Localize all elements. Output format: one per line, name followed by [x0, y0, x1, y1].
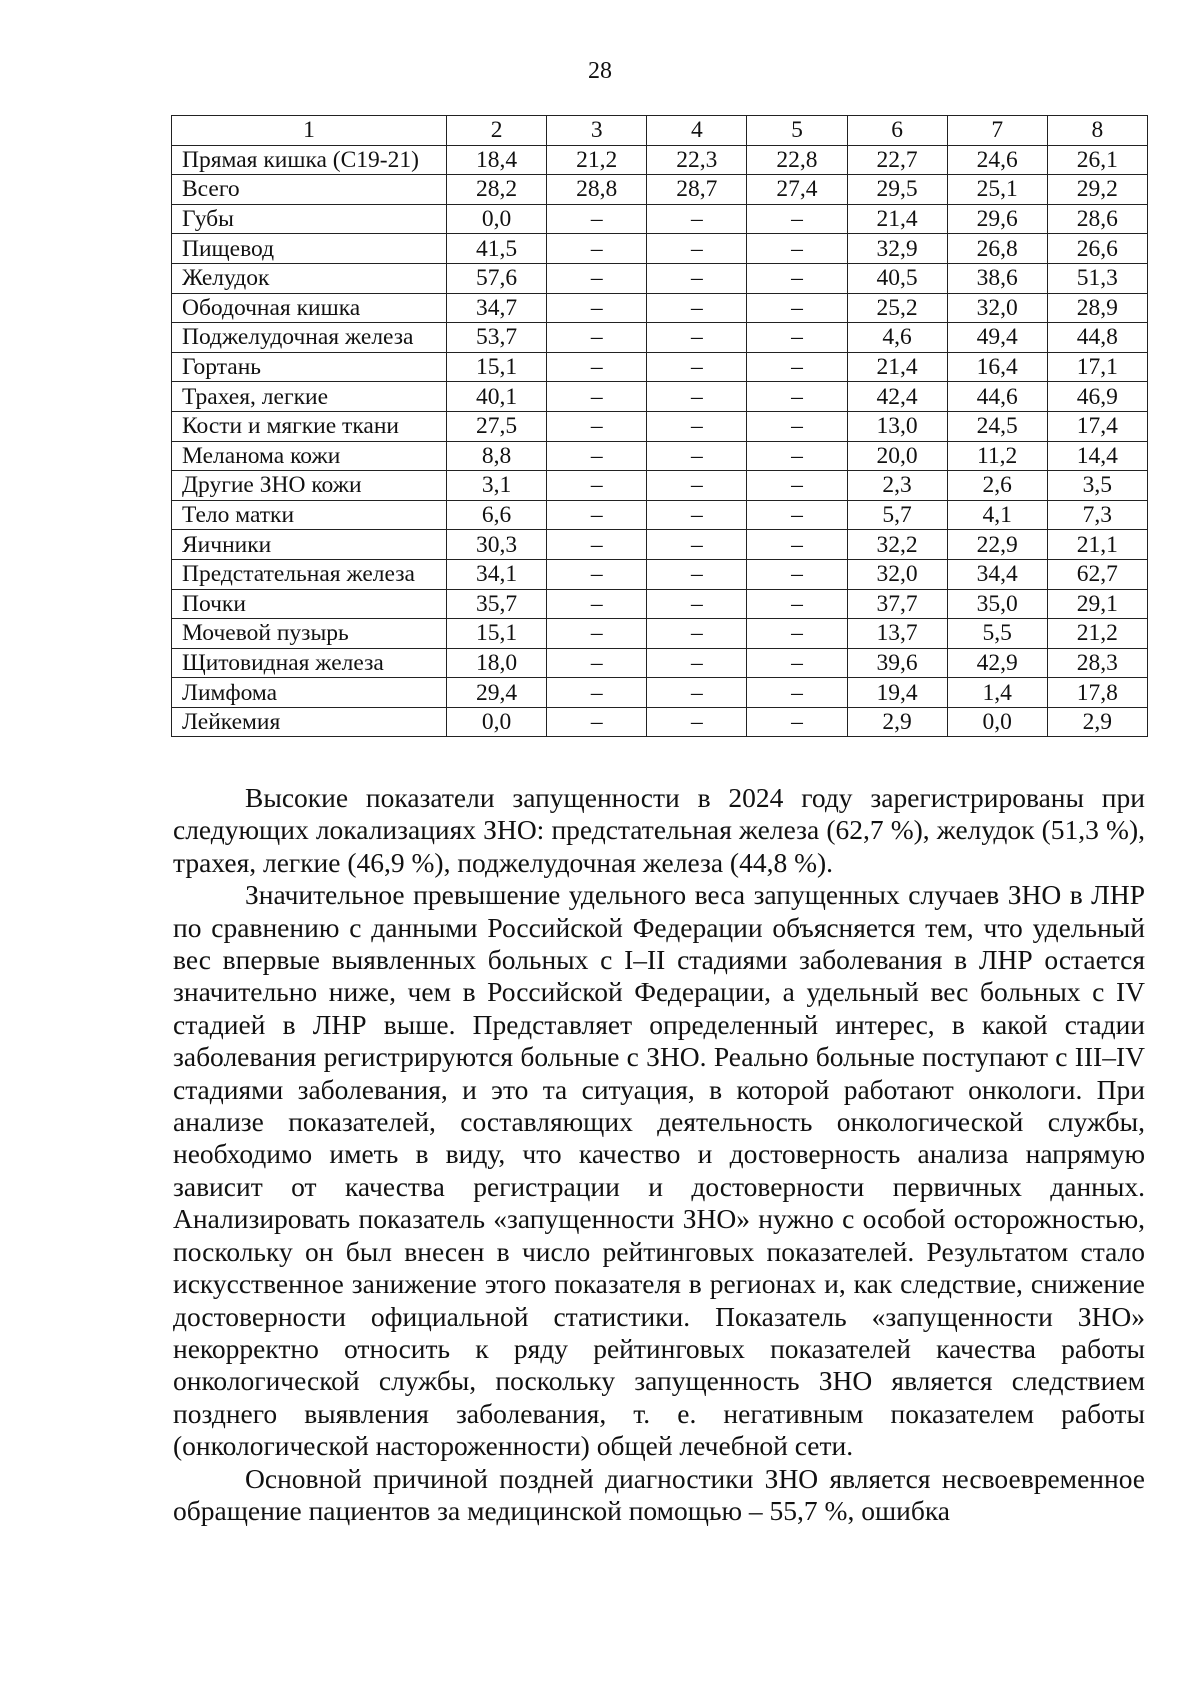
value-cell: 21,4	[847, 204, 947, 234]
value-cell: 26,1	[1047, 145, 1147, 175]
value-cell: 26,8	[947, 234, 1047, 264]
value-cell: 28,2	[447, 175, 547, 205]
value-cell: 39,6	[847, 648, 947, 678]
value-cell: –	[647, 293, 747, 323]
value-cell: –	[747, 234, 847, 264]
value-cell: –	[647, 323, 747, 353]
value-cell: –	[647, 530, 747, 560]
value-cell: 0,0	[447, 707, 547, 737]
row-label-cell: Мочевой пузырь	[172, 619, 447, 649]
value-cell: –	[747, 293, 847, 323]
value-cell: –	[647, 234, 747, 264]
value-cell: 29,6	[947, 204, 1047, 234]
value-cell: –	[547, 559, 647, 589]
paragraph-high-rates: Высокие показатели запущенности в 2024 году зарегистрированы при следующих локализациях ЗНО: предстательная железа (62,7 %), желудок (51,3 %), трахея, легкие (46,9 %), поджелудочная железа (44,8 %).	[173, 782, 1145, 878]
value-cell: 28,9	[1047, 293, 1147, 323]
value-cell: –	[747, 323, 847, 353]
value-cell: 21,1	[1047, 530, 1147, 560]
value-cell: 0,0	[447, 204, 547, 234]
header-cell: 1	[172, 116, 447, 146]
row-label-cell: Кости и мягкие ткани	[172, 411, 447, 441]
row-label-cell: Трахея, легкие	[172, 382, 447, 412]
value-cell: 2,9	[847, 707, 947, 737]
value-cell: 28,6	[1047, 204, 1147, 234]
body-text	[173, 782, 1145, 1527]
value-cell: –	[547, 648, 647, 678]
value-cell: 32,2	[847, 530, 947, 560]
value-cell: –	[747, 471, 847, 501]
value-cell: 32,9	[847, 234, 947, 264]
page-number: 28	[588, 58, 612, 84]
value-cell: –	[747, 500, 847, 530]
table-row	[172, 411, 1148, 441]
value-cell: –	[747, 411, 847, 441]
value-cell: 29,5	[847, 175, 947, 205]
value-cell: 5,7	[847, 500, 947, 530]
value-cell: 18,4	[447, 145, 547, 175]
paragraph-main-cause: Основной причиной поздней диагностики ЗНО является несвоевременное обращение пациентов за медицинской помощью – 55,7 %, ошибка	[173, 1462, 1145, 1526]
value-cell: –	[747, 441, 847, 471]
row-label-cell: Лимфома	[172, 678, 447, 708]
value-cell: 51,3	[1047, 263, 1147, 293]
row-label-cell: Щитовидная железа	[172, 648, 447, 678]
value-cell: –	[547, 204, 647, 234]
row-label-cell: Поджелудочная железа	[172, 323, 447, 353]
row-label-cell: Гортань	[172, 352, 447, 382]
header-cell: 5	[747, 116, 847, 146]
value-cell: 21,2	[1047, 619, 1147, 649]
table-row	[172, 678, 1148, 708]
value-cell: 17,8	[1047, 678, 1147, 708]
row-label-cell: Желудок	[172, 263, 447, 293]
row-label-cell: Предстательная железа	[172, 559, 447, 589]
value-cell: –	[647, 707, 747, 737]
value-cell: –	[647, 678, 747, 708]
value-cell: 28,8	[547, 175, 647, 205]
row-label-cell: Меланома кожи	[172, 441, 447, 471]
table-row	[172, 559, 1148, 589]
value-cell: 21,4	[847, 352, 947, 382]
value-cell: 11,2	[947, 441, 1047, 471]
value-cell: 2,6	[947, 471, 1047, 501]
value-cell: –	[547, 411, 647, 441]
value-cell: 22,3	[647, 145, 747, 175]
value-cell: 20,0	[847, 441, 947, 471]
header-cell: 8	[1047, 116, 1147, 146]
value-cell: 6,6	[447, 500, 547, 530]
table-row	[172, 382, 1148, 412]
value-cell: 24,6	[947, 145, 1047, 175]
table-row	[172, 619, 1148, 649]
value-cell: –	[547, 441, 647, 471]
value-cell: 0,0	[947, 707, 1047, 737]
value-cell: –	[547, 500, 647, 530]
value-cell: 22,8	[747, 145, 847, 175]
value-cell: –	[547, 471, 647, 501]
header-cell: 3	[547, 116, 647, 146]
value-cell: 17,4	[1047, 411, 1147, 441]
value-cell: 46,9	[1047, 382, 1147, 412]
header-cell: 6	[847, 116, 947, 146]
value-cell: 2,9	[1047, 707, 1147, 737]
row-label-cell: Яичники	[172, 530, 447, 560]
value-cell: –	[747, 382, 847, 412]
value-cell: 30,3	[447, 530, 547, 560]
table-row	[172, 707, 1148, 737]
value-cell: 27,5	[447, 411, 547, 441]
value-cell: 29,2	[1047, 175, 1147, 205]
value-cell: 14,4	[1047, 441, 1147, 471]
value-cell: 34,7	[447, 293, 547, 323]
value-cell: 32,0	[947, 293, 1047, 323]
value-cell: 53,7	[447, 323, 547, 353]
value-cell: 49,4	[947, 323, 1047, 353]
value-cell: 34,4	[947, 559, 1047, 589]
table-row	[172, 530, 1148, 560]
value-cell: –	[547, 352, 647, 382]
value-cell: 7,3	[1047, 500, 1147, 530]
value-cell: –	[547, 234, 647, 264]
data-table	[171, 115, 1148, 737]
value-cell: –	[647, 204, 747, 234]
value-cell: 57,6	[447, 263, 547, 293]
value-cell: 35,7	[447, 589, 547, 619]
value-cell: –	[647, 559, 747, 589]
value-cell: 26,6	[1047, 234, 1147, 264]
value-cell: –	[747, 678, 847, 708]
table-body	[172, 116, 1148, 737]
value-cell: 62,7	[1047, 559, 1147, 589]
value-cell: –	[547, 382, 647, 412]
value-cell: –	[547, 678, 647, 708]
row-label-cell: Другие ЗНО кожи	[172, 471, 447, 501]
value-cell: 3,1	[447, 471, 547, 501]
table-row	[172, 204, 1148, 234]
value-cell: 44,8	[1047, 323, 1147, 353]
value-cell: 19,4	[847, 678, 947, 708]
value-cell: –	[647, 500, 747, 530]
value-cell: 4,1	[947, 500, 1047, 530]
value-cell: 28,3	[1047, 648, 1147, 678]
value-cell: 37,7	[847, 589, 947, 619]
value-cell: 42,4	[847, 382, 947, 412]
value-cell: 16,4	[947, 352, 1047, 382]
table-row	[172, 648, 1148, 678]
row-label-cell: Губы	[172, 204, 447, 234]
value-cell: –	[647, 382, 747, 412]
table-row	[172, 234, 1148, 264]
table-row	[172, 589, 1148, 619]
value-cell: 22,9	[947, 530, 1047, 560]
value-cell: –	[747, 352, 847, 382]
value-cell: –	[747, 707, 847, 737]
table-row	[172, 441, 1148, 471]
table-row	[172, 471, 1148, 501]
value-cell: 18,0	[447, 648, 547, 678]
value-cell: –	[547, 589, 647, 619]
value-cell: 44,6	[947, 382, 1047, 412]
value-cell: 41,5	[447, 234, 547, 264]
value-cell: 25,2	[847, 293, 947, 323]
value-cell: –	[647, 648, 747, 678]
value-cell: –	[547, 619, 647, 649]
value-cell: 29,1	[1047, 589, 1147, 619]
value-cell: 38,6	[947, 263, 1047, 293]
value-cell: 13,7	[847, 619, 947, 649]
value-cell: 22,7	[847, 145, 947, 175]
value-cell: –	[647, 471, 747, 501]
value-cell: –	[547, 707, 647, 737]
value-cell: –	[647, 619, 747, 649]
value-cell: 17,1	[1047, 352, 1147, 382]
value-cell: 21,2	[547, 145, 647, 175]
header-cell: 4	[647, 116, 747, 146]
value-cell: –	[547, 530, 647, 560]
value-cell: 4,6	[847, 323, 947, 353]
row-label-cell: Тело матки	[172, 500, 447, 530]
value-cell: 15,1	[447, 619, 547, 649]
row-label-cell: Почки	[172, 589, 447, 619]
value-cell: –	[647, 411, 747, 441]
value-cell: –	[647, 441, 747, 471]
value-cell: –	[747, 559, 847, 589]
value-cell: 2,3	[847, 471, 947, 501]
table-row	[172, 323, 1148, 353]
row-label-cell: Лейкемия	[172, 707, 447, 737]
value-cell: 27,4	[747, 175, 847, 205]
value-cell: –	[547, 263, 647, 293]
row-label-cell: Прямая кишка (С19-21)	[172, 145, 447, 175]
table-row	[172, 145, 1148, 175]
row-label-cell: Всего	[172, 175, 447, 205]
value-cell: 32,0	[847, 559, 947, 589]
header-cell: 2	[447, 116, 547, 146]
value-cell: 5,5	[947, 619, 1047, 649]
value-cell: 13,0	[847, 411, 947, 441]
value-cell: –	[747, 204, 847, 234]
value-cell: 1,4	[947, 678, 1047, 708]
value-cell: –	[547, 293, 647, 323]
table-row	[172, 352, 1148, 382]
paragraph-explanation: Значительное превышение удельного веса запущенных случаев ЗНО в ЛНР по сравнению с данными Российской Федерации объясняется тем, что удельный вес впервые выявленных больных с I–II стадиями заболевания в ЛНР остается значительно ниже, чем в Российской Федерации, а удельный вес больных с IV стадией в ЛНР выше. Представляет определенный интерес, в какой стадии заболевания регистрируются больные с ЗНО. Реально больные поступают с III–IV стадиями заболевания, и это та ситуация, в которой работают онкологи. При анализе показателей, составляющих деятельность онкологической службы, необходимо иметь в виду, что качество и достоверность анализа напрямую зависит от качества регистрации и достоверности первичных данных. Анализировать показатель «запущенности ЗНО» нужно с особой осторожностью, поскольку он был внесен в число рейтинговых показателей. Результатом стало искусственное занижение этого показателя в регионах и, как следствие, снижение достоверности официальной статистики. Показатель «запущенности ЗНО» некорректно относить к ряду рейтинговых показателей качества работы онкологической службы, поскольку запущенность ЗНО является следствием позднего выявления заболевания, т. е. негативным показателем работы (онкологической настороженности) общей лечебной сети.	[173, 879, 1145, 1462]
value-cell: 3,5	[1047, 471, 1147, 501]
table-row	[172, 263, 1148, 293]
value-cell: 15,1	[447, 352, 547, 382]
row-label-cell: Пищевод	[172, 234, 447, 264]
value-cell: 28,7	[647, 175, 747, 205]
value-cell: 8,8	[447, 441, 547, 471]
row-label-cell: Ободочная кишка	[172, 293, 447, 323]
value-cell: –	[747, 619, 847, 649]
header-cell: 7	[947, 116, 1047, 146]
value-cell: –	[647, 589, 747, 619]
value-cell: 25,1	[947, 175, 1047, 205]
value-cell: –	[747, 263, 847, 293]
value-cell: 42,9	[947, 648, 1047, 678]
value-cell: 40,5	[847, 263, 947, 293]
table-row	[172, 175, 1148, 205]
value-cell: –	[747, 530, 847, 560]
table-header-row	[172, 116, 1148, 146]
value-cell: –	[647, 263, 747, 293]
value-cell: 35,0	[947, 589, 1047, 619]
table-row	[172, 293, 1148, 323]
value-cell: –	[747, 648, 847, 678]
value-cell: –	[647, 352, 747, 382]
value-cell: 24,5	[947, 411, 1047, 441]
value-cell: –	[747, 589, 847, 619]
value-cell: 29,4	[447, 678, 547, 708]
value-cell: –	[547, 323, 647, 353]
table-row	[172, 500, 1148, 530]
value-cell: 40,1	[447, 382, 547, 412]
value-cell: 34,1	[447, 559, 547, 589]
